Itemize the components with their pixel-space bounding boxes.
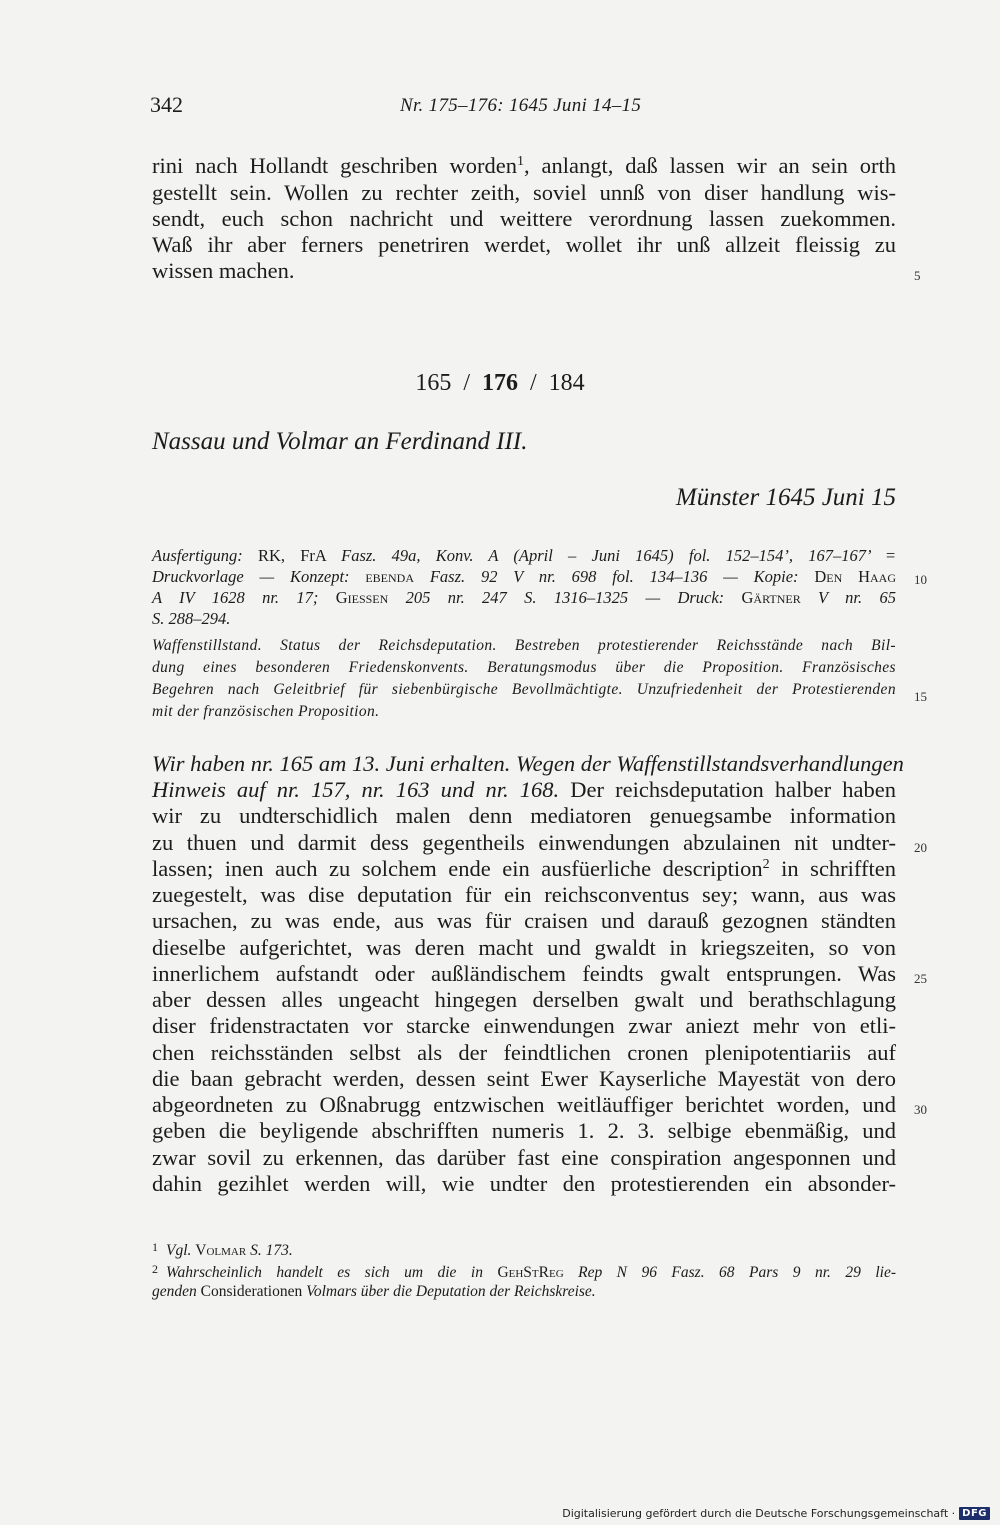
main-line-11: diser fridenstractaten vor starcke einwendungen zwar aniezt mehr von etli- bbox=[152, 1013, 896, 1038]
main-line-5 bbox=[152, 856, 896, 882]
footnote-ref-1[interactable]: 1 bbox=[517, 154, 525, 169]
source-line-2 bbox=[152, 567, 896, 587]
source-line-3 bbox=[152, 588, 896, 608]
main-line-16: zwar sovil zu erkennen, das darüber fast eine conspiration angesponnen und bbox=[152, 1145, 896, 1170]
main-line-7: ursachen, zu was ende, aus was für craisen und darauß gezognen ständten bbox=[152, 908, 896, 933]
footnote-1-text-c: S. 173. bbox=[246, 1242, 293, 1259]
source-line-1 bbox=[152, 546, 896, 566]
source-archive-rk: RK, FrA bbox=[242, 546, 342, 565]
main-line-8: dieselbe aufgerichtet, was deren macht und gwaldt in kriegszeiten, so von bbox=[152, 935, 896, 960]
footnote-1-volmar: Volmar bbox=[195, 1242, 247, 1259]
main-line-12: chen reichsständen selbst als der feindtlichen cronen plenipotentiariis auf bbox=[152, 1040, 896, 1065]
intro-line-5: wissen machen. bbox=[152, 258, 295, 283]
source-den-haag: Den Haag bbox=[814, 567, 897, 586]
document-numbers bbox=[0, 370, 1000, 397]
line-number-5: 5 bbox=[914, 268, 921, 283]
prev-doc-number[interactable]: 165 bbox=[415, 370, 452, 396]
main-line-13: die baan gebracht werden, dessen seint Ewer Kayserliche Mayestät von dero bbox=[152, 1066, 896, 1091]
footnote-2-text-c: Rep N 96 Fasz. 68 Pars 9 nr. 29 lie- bbox=[563, 1264, 897, 1281]
footnote-2-text-e: Volmars über die Deputation der Reichskreise. bbox=[302, 1283, 596, 1300]
footnote-2-considerationen: Considerationen bbox=[200, 1283, 303, 1300]
main-line-15: geben die beyligende abschrifften numeris 1. 2. 3. selbige ebenmäßig, und bbox=[152, 1118, 896, 1143]
separator: / bbox=[530, 370, 537, 396]
intro-line-3: sendt, euch schon nachricht und weittere verordnung lassen zuekommen. bbox=[152, 206, 896, 231]
main-line-6: zuegestelt, was dise deputation für ein reichsconventus sey; wann, aus was bbox=[152, 882, 896, 907]
line-number-25: 25 bbox=[914, 971, 927, 986]
source-line-4: S. 288–294. bbox=[152, 609, 231, 628]
source-ref: Fasz. 92 V nr. 698 fol. 134–136 — Kopie: bbox=[414, 567, 815, 586]
source-giessen: Giessen bbox=[335, 588, 389, 607]
footnote-1 bbox=[152, 1240, 896, 1260]
source-ebenda: ebenda bbox=[365, 567, 415, 586]
line-number-30: 30 bbox=[914, 1102, 927, 1117]
main-line-3: wir zu undterschidlich malen denn mediatoren genuegsambe information bbox=[152, 803, 896, 828]
main-line-4: zu thuen und darmit dess gegentheils einwendungen abzulainen nit undter- bbox=[152, 830, 896, 855]
intro-line-2: gestellt sein. Wollen zu rechter zeith, soviel unnß von diser handlung wis- bbox=[152, 180, 896, 205]
footnote-2-marker: 2 bbox=[152, 1262, 158, 1276]
source-gaertner: Gärtner bbox=[741, 588, 801, 607]
intro-line-4: Waß ihr aber ferners penetriren werdet, wollet ihr unß allzeit fleissig zu bbox=[152, 232, 896, 257]
separator: / bbox=[463, 370, 470, 396]
digitization-text: Digitalisierung gefördert durch die Deutsche Forschungsgemeinschaft · bbox=[562, 1507, 956, 1520]
place-date: Münster 1645 Juni 15 bbox=[675, 484, 896, 511]
main-line-1: Wir haben nr. 165 am 13. Juni erhalten. Wegen der Waffenstillstandsverhandlungen bbox=[152, 751, 904, 776]
main-line-5-a: lassen; inen auch zu solchem ende ein ausfüerliche description bbox=[152, 856, 763, 881]
line-number-10: 10 bbox=[914, 572, 927, 587]
main-line-9: innerlichem aufstandt oder außländischem feindts gwalt entsprungen. Was bbox=[152, 961, 896, 986]
main-line-5-b: in schrifften bbox=[769, 856, 896, 881]
line-number-15: 15 bbox=[914, 689, 927, 704]
regest-line-2: dung eines besonderen Friedenskonvents. Beratungsmodus über die Proposition. Französisches bbox=[152, 659, 896, 676]
footnote-2-line-1 bbox=[152, 1262, 896, 1282]
main-line-2-italic: Hinweis auf nr. 157, nr. 163 und nr. 168. bbox=[152, 777, 560, 802]
footnote-2-line-2 bbox=[152, 1283, 896, 1301]
current-doc-number: 176 bbox=[482, 370, 518, 396]
footnote-1-text-a: Vgl. bbox=[166, 1242, 196, 1259]
regest-line-4: mit der französischen Proposition. bbox=[152, 703, 380, 720]
running-head: Nr. 175–176: 1645 Juni 14–15 bbox=[400, 95, 642, 116]
source-label-druckvorlage: Druckvorlage — Konzept: bbox=[152, 567, 366, 586]
main-line-2 bbox=[152, 777, 896, 803]
footnote-2-text-a: Wahrscheinlich handelt es sich um die in bbox=[166, 1264, 498, 1281]
source-label-ausfertigung: Ausfertigung: bbox=[152, 546, 243, 565]
source-ref: 205 nr. 247 S. 1316–1325 — Druck: bbox=[388, 588, 742, 607]
footnote-2-text-d: genden bbox=[152, 1283, 201, 1300]
intro-line-1 bbox=[152, 153, 896, 179]
main-line-10: aber dessen alles ungeacht hingegen derselben gwalt und berathschlagung bbox=[152, 987, 896, 1012]
regest-line-1: Waffenstillstand. Status der Reichsdeputation. Bestreben protestierender Reichsstände nach Bil- bbox=[152, 637, 896, 654]
next-doc-number[interactable]: 184 bbox=[548, 370, 585, 396]
footnote-ref-2[interactable]: 2 bbox=[762, 857, 770, 872]
source-ref: A IV 1628 nr. 17; bbox=[152, 588, 336, 607]
intro-line-1-text-b: , anlangt, daß lassen wir an sein orth bbox=[524, 153, 896, 178]
main-line-14: abgeordneten zu Oßnabrugg entzwischen weitläuffiger berichtet worden, und bbox=[152, 1092, 896, 1117]
page-number: 342 bbox=[150, 92, 183, 117]
main-line-17: dahin gezihlet werden will, wie undter den protestierenden ein absonder- bbox=[152, 1171, 896, 1196]
line-number-20: 20 bbox=[914, 840, 927, 855]
footnote-1-marker: 1 bbox=[152, 1240, 158, 1254]
regest-line-3: Begehren nach Geleitbrief für siebenbürgische Bevollmächtigte. Unzufriedenheit der Protestierenden bbox=[152, 681, 896, 698]
intro-line-1-text-a: rini nach Hollandt geschriben worden bbox=[152, 153, 518, 178]
source-ref: V nr. 65 bbox=[800, 588, 896, 607]
document-title: Nassau und Volmar an Ferdinand III. bbox=[152, 428, 528, 455]
footnote-2-archive: GehStReg bbox=[497, 1264, 564, 1281]
source-ref: Fasz. 49a, Konv. A (April – Juni 1645) fol. 152–154’, 167–167’ = bbox=[341, 546, 896, 565]
main-line-2-rest: Der reichsdeputation halber haben bbox=[559, 777, 896, 802]
digitization-notice bbox=[562, 1507, 990, 1520]
dfg-logo-icon[interactable]: DFG bbox=[959, 1507, 990, 1520]
